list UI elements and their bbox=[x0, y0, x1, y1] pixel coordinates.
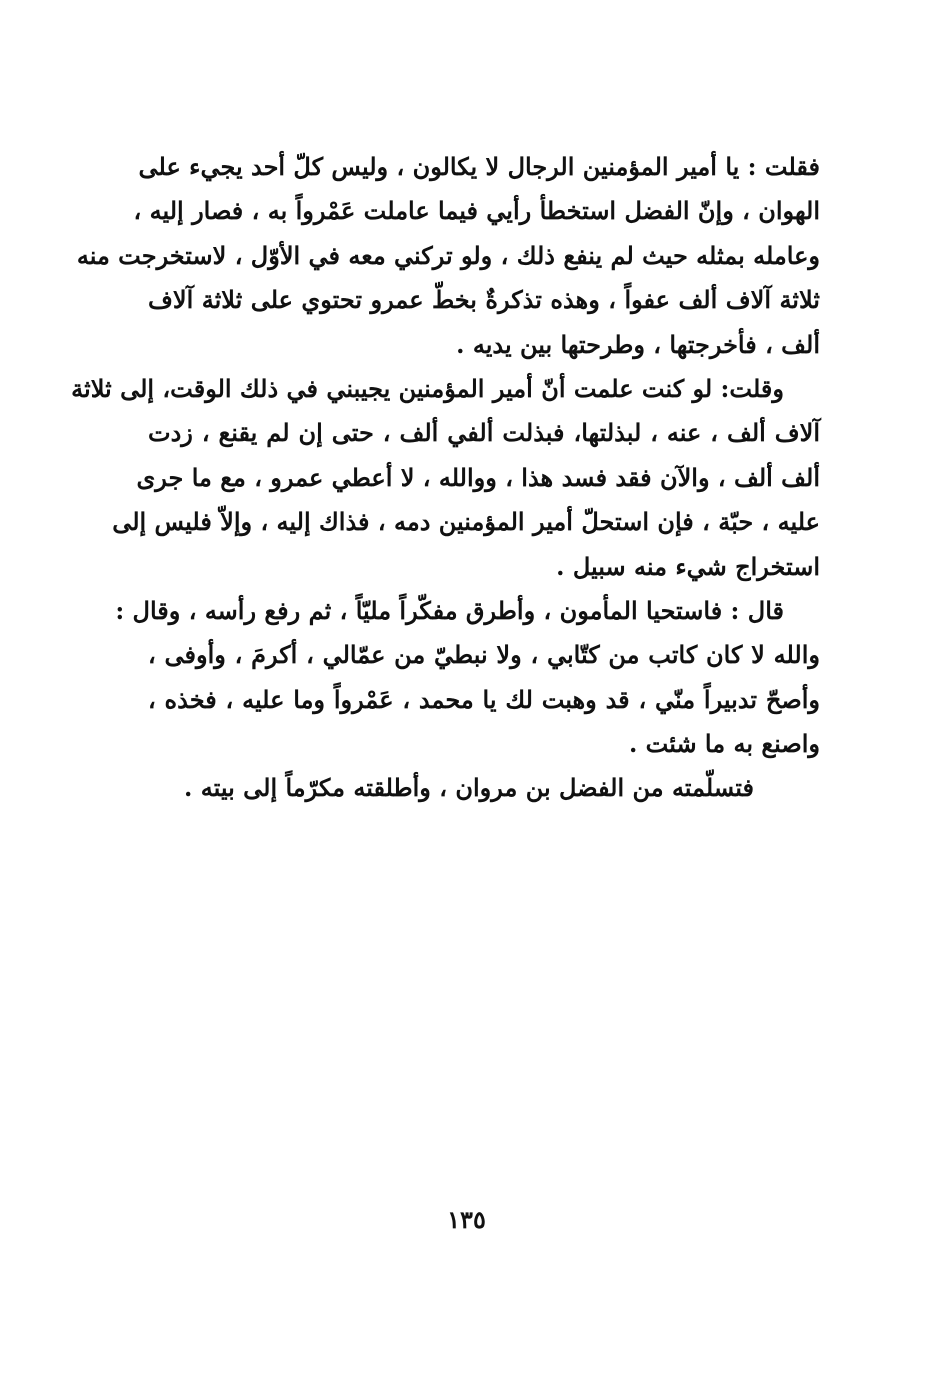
text-line: وقلت: لو كنت علمت أنّ أمير المؤمنين يجيبني في ذلك الوقت، إلى ثلاثة bbox=[71, 373, 784, 403]
text-line: واصنع به ما شئت . bbox=[628, 729, 820, 759]
body-text bbox=[71, 145, 821, 811]
text-line: وأصحّ تدبيراً منّي ، قد وهبت لك يا محمد ، عَمْرواً وما عليه ، فخذه ، bbox=[148, 684, 820, 714]
text-line: عليه ، حبّة ، فإن استحلّ أمير المؤمنين دمه ، فذاك إليه ، وإلاّ فليس إلى bbox=[112, 507, 820, 537]
text-line: والله لا كان كاتب من كتّابي ، ولا نبطيّ من عمّالي ، أكرمَ ، وأوفى ، bbox=[148, 640, 820, 670]
text-line: قال : فاستحيا المأمون ، وأطرق مفكّراً مليّاً ، ثم رفع رأسه ، وقال : bbox=[115, 595, 784, 625]
text-line: وعامله بمثله حيث لم ينفع ذلك ، ولو تركني معه في الأوّل ، لاستخرجت منه bbox=[76, 240, 820, 270]
text-line: ألف ألف ، والآن فقد فسد هذا ، ووالله ، لا أعطي عمرو ، مع ما جرى bbox=[136, 462, 820, 492]
text-line: استخراج شيء منه سبيل . bbox=[556, 551, 820, 581]
text-line: فتسلّمته من الفضل بن مروان ، وأطلقته مكرّماً إلى بيته . bbox=[184, 773, 754, 803]
text-line: آلاف ألف ، عنه ، لبذلتها، فبذلت ألفي ألف ، حتى إن لم يقنع ، زدت bbox=[148, 418, 821, 448]
text-line: الهوان ، وإنّ الفضل استخطأ رأيي فيما عاملت عَمْرواً به ، فصار إليه ، bbox=[133, 196, 820, 226]
text-line: فقلت : يا أمير المؤمنين الرجال لا يكالون ، وليس كلّ أحد يجيء على bbox=[138, 152, 820, 181]
page-number: ١٣٥ bbox=[447, 1205, 486, 1234]
text-line: ألف ، فأخرجتها ، وطرحتها بين يديه . bbox=[456, 329, 820, 359]
text-line: ثلاثة آلاف ألف عفواً ، وهذه تذكرةٌ بخطّ عمرو تحتوي على ثلاثة آلاف bbox=[148, 285, 820, 315]
